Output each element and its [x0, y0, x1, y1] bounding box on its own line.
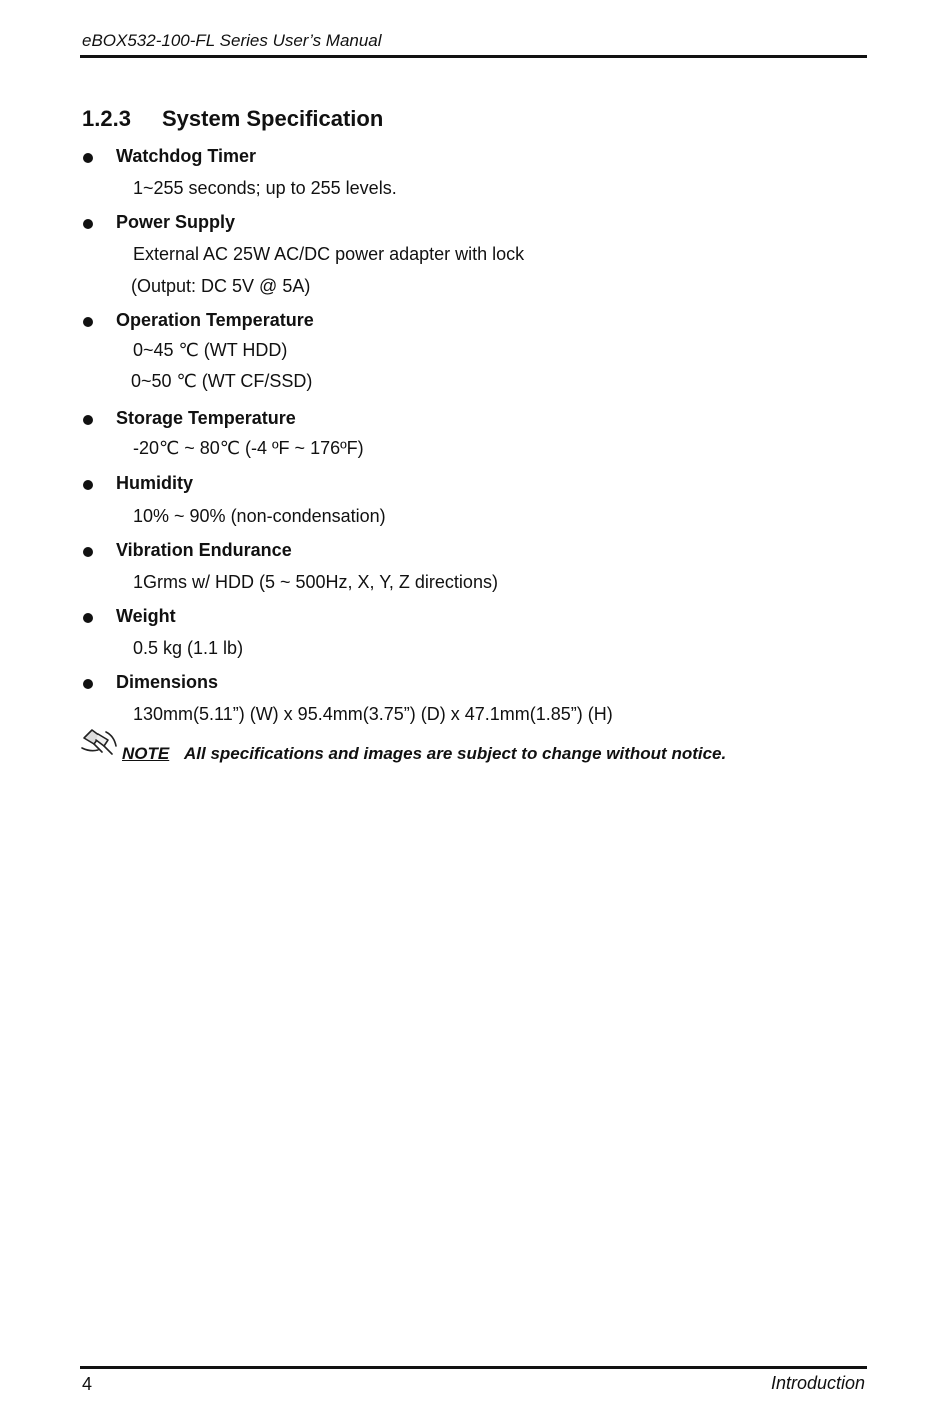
spec-value: 130mm(5.11”) (W) x 95.4mm(3.75”) (D) x 47.1mm(1.85”) (H) — [133, 704, 613, 724]
spec-value: 1Grms w/ HDD (5 ~ 500Hz, X, Y, Z directions) — [133, 572, 498, 592]
bullet-icon — [83, 219, 93, 229]
pushpin-note-icon — [80, 726, 118, 758]
manual-title: eBOX532-100-FL Series User’s Manual — [82, 31, 382, 50]
section-heading — [82, 106, 383, 132]
note-text: All specifications and images are subject to change without notice. — [184, 744, 727, 763]
header-divider — [80, 55, 867, 58]
bullet-icon — [83, 480, 93, 490]
spec-value: -20℃ ~ 80℃ (-4 ºF ~ 176ºF) — [133, 438, 364, 458]
footer-divider — [80, 1366, 867, 1369]
section-number: 1.2.3 — [82, 106, 131, 131]
spec-title: Humidity — [116, 473, 194, 493]
bullet-icon — [83, 415, 93, 425]
spec-value: 0~50 ℃ (WT CF/SSD) — [131, 371, 313, 391]
spec-value: 0.5 kg (1.1 lb) — [133, 638, 244, 658]
spec-title: Dimensions — [116, 672, 219, 692]
bullet-icon — [83, 317, 93, 327]
spec-title: Vibration Endurance — [116, 540, 292, 560]
spec-title: Weight — [116, 606, 176, 626]
spec-value: External AC 25W AC/DC power adapter with lock — [133, 244, 525, 264]
note-label: NOTE — [122, 744, 170, 763]
spec-title: Watchdog Timer — [116, 146, 257, 166]
bullet-icon — [83, 547, 93, 557]
bullet-icon — [83, 679, 93, 689]
spec-value: 0~45 ℃ (WT HDD) — [133, 340, 288, 360]
spec-value: 10% ~ 90% (non-condensation) — [133, 506, 386, 526]
spec-value: (Output: DC 5V @ 5A) — [131, 276, 311, 296]
spec-value: 1~255 seconds; up to 255 levels. — [133, 178, 397, 198]
page-number: 4 — [82, 1374, 93, 1394]
spec-title: Operation Temperature — [116, 310, 314, 330]
bullet-icon — [83, 613, 93, 623]
spec-title: Storage Temperature — [116, 408, 296, 428]
footer-section-name: Introduction — [770, 1373, 865, 1393]
spec-title: Power Supply — [116, 212, 236, 232]
section-title: System Specification — [162, 106, 384, 131]
bullet-icon — [83, 153, 93, 163]
